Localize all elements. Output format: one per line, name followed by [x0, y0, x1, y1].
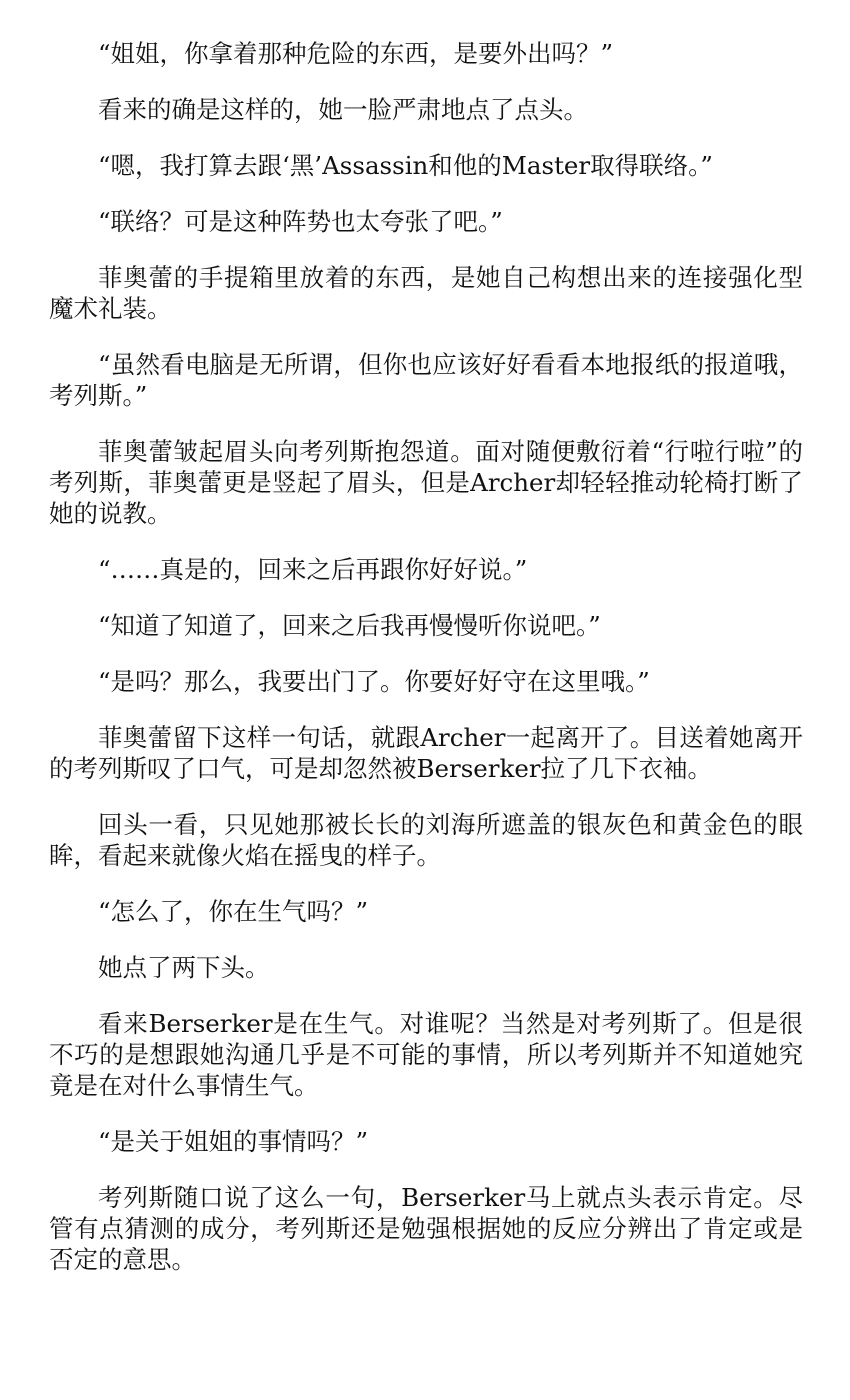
paragraph: 看来Berserker是在生气。对谁呢？当然是对考列斯了。但是很不巧的是想跟她沟通几乎是不可能的事情，所以考列斯并不知道她究竟是在对什么事情生气。 [49, 1009, 803, 1100]
paragraph: “知道了知道了，回来之后我再慢慢听你说吧。” [98, 611, 601, 640]
paragraph: “……真是的，回来之后再跟你好好说。” [98, 555, 528, 584]
paragraph: 回头一看，只见她那被长长的刘海所遮盖的银灰色和黄金色的眼眸，看起来就像火焰在摇曳的样子。 [49, 810, 803, 870]
paragraph: 菲奥蕾留下这样一句话，就跟Archer一起离开了。目送着她离开的考列斯叹了口气，可是却忽然被Berserker拉了几下衣袖。 [49, 723, 803, 783]
paragraph: “是关于姐姐的事情吗？” [98, 1127, 369, 1156]
paragraph: 看来的确是这样的，她一脸严肃地点了点头。 [98, 95, 588, 124]
paragraph: “怎么了，你在生气吗？” [98, 897, 369, 926]
paragraph: 菲奥蕾的手提箱里放着的东西，是她自己构想出来的连接强化型魔术礼装。 [49, 263, 803, 323]
paragraph: “虽然看电脑是无所谓，但你也应该好好看看本地报纸的报道哦，考列斯。” [49, 350, 803, 410]
paragraph: 考列斯随口说了这么一句，Berserker马上就点头表示肯定。尽管有点猜测的成分，考列斯还是勉强根据她的反应分辨出了肯定或是否定的意思。 [49, 1183, 803, 1274]
paragraph: “姐姐，你拿着那种危险的东西，是要外出吗？” [98, 39, 614, 68]
paragraph: 菲奥蕾皱起眉头向考列斯抱怨道。面对随便敷衍着“行啦行啦”的考列斯，菲奥蕾更是竖起了眉头，但是Archer却轻轻推动轮椅打断了她的说教。 [49, 437, 803, 528]
paragraph: “嗯，我打算去跟‘黑’Assassin和他的Master取得联络。” [98, 151, 713, 180]
paragraph: “联络？可是这种阵势也太夸张了吧。” [98, 207, 503, 236]
paragraph: 她点了两下头。 [98, 953, 270, 982]
paragraph: “是吗？那么，我要出门了。你要好好守在这里哦。” [98, 667, 650, 696]
